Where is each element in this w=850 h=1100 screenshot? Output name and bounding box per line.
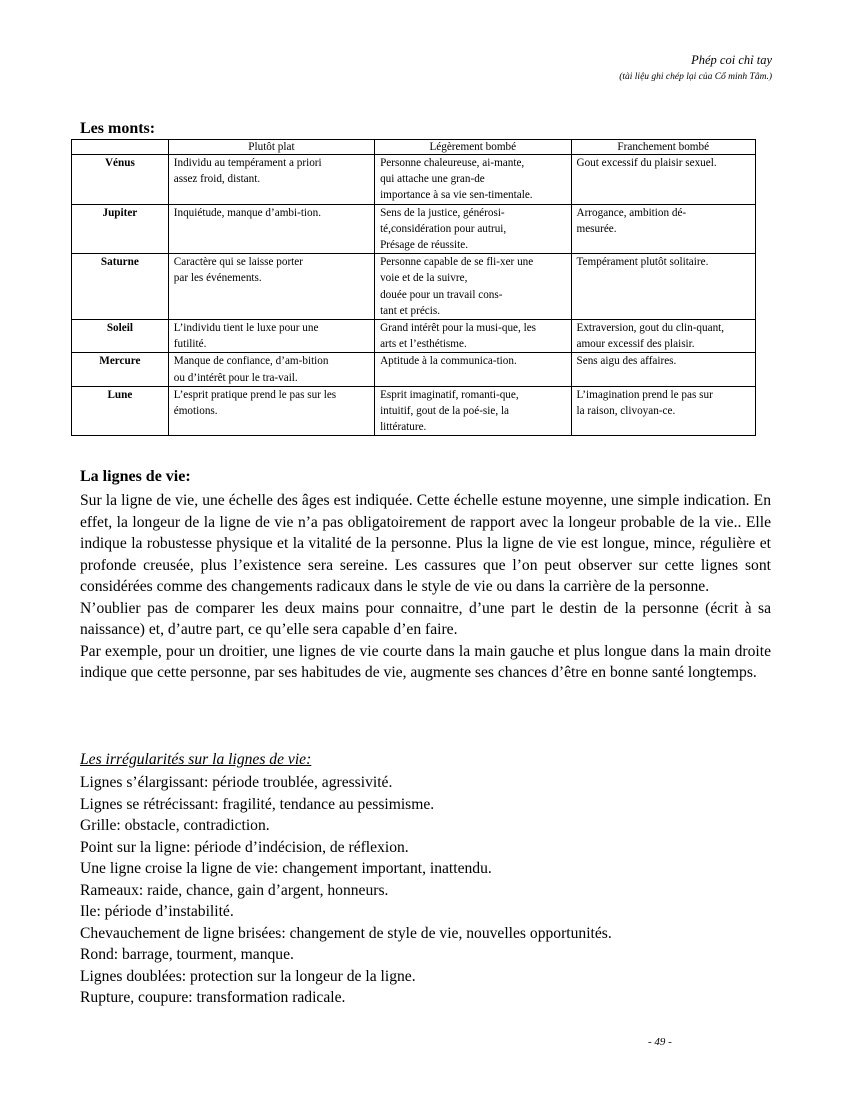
paragraph: Par exemple, pour un droitier, une lignes de vie courte dans la main gauche et plus longue dans la main droite indique que cette personne, par ses habitudes de vie, augmente ses chances d’être en bonne santé longtemps.: [80, 642, 771, 681]
monts-table-body: [72, 155, 756, 436]
cell-text-line: Extraversion, gout du clin-quant,: [576, 322, 725, 335]
table-cell: [375, 155, 571, 205]
cell-text-line: Manque de confiance, d’am-bition: [173, 355, 329, 368]
table-cell: [375, 320, 571, 353]
table-cell: [375, 386, 571, 436]
cell-text-line: Présage de réussite.: [380, 239, 468, 252]
table-cell: [168, 204, 374, 254]
cell-text-line: Individu au tempérament a priori: [173, 157, 322, 169]
table-cell: [571, 155, 756, 205]
table-row: [72, 320, 756, 353]
ligne-de-vie-text: [80, 490, 771, 684]
section-title-ligne-de-vie: La lignes de vie:: [80, 468, 191, 485]
table-cell: [571, 386, 756, 436]
cell-text-line: Arrogance, ambition dé-: [576, 206, 687, 219]
cell-text-line: importance à sa vie sen-timentale.: [380, 189, 533, 202]
page-number: - 49 -: [648, 1036, 672, 1048]
document-title: Phép coi chỉ tay: [691, 53, 772, 67]
cell-text-line: Grand intérêt pour la musi-que, les: [380, 322, 537, 335]
table-cell: [168, 353, 374, 386]
cell-text-line: L’imagination prend le pas sur: [576, 388, 713, 401]
cell-text-line: futilité.: [173, 338, 207, 351]
page-header: [619, 52, 772, 84]
list-item: Chevauchement de ligne brisées: changement de style de vie, nouvelles opportunités.: [80, 924, 612, 942]
cell-text-line: Personne capable de se fli-xer une: [380, 256, 534, 269]
table-cell: [375, 204, 571, 254]
table-cell: [168, 254, 374, 320]
cell-text-line: Tempérament plutôt solitaire.: [576, 256, 709, 269]
cell-text-line: Sens aigu des affaires.: [576, 355, 677, 368]
table-cell: [571, 320, 756, 353]
paragraph: Sur la ligne de vie, une échelle des âges est indiquée. Cette échelle estune moyenne, une simple indication. En effet, la longeur de la ligne de vie n’a pas obligatoirement de rapport avec la longeur probable de la vie.. Elle indique la robustesse physique et la vitalité de la personne. Plus la ligne de vie est longue, mince, régulière et profonde creusée, plus l’existence sera sereine. Les cassures que l’on peut observer sur cette lignes sont considérées comme des changements radicaux dans le style de vie ou dans la carrière de la personne.: [80, 492, 771, 595]
cell-text-line: la raison, clivoyan-ce.: [576, 405, 676, 418]
section-title-irregularites: Les irrégularités sur la lignes de vie:: [80, 751, 312, 768]
cell-text-line: voie et de la suivre,: [380, 272, 468, 285]
row-header: Saturne: [72, 254, 169, 320]
cell-text-line: Aptitude à la communica-tion.: [380, 355, 517, 368]
section-title-monts: Les monts:: [80, 120, 156, 137]
list-item: Rupture, coupure: transformation radicale.: [80, 989, 346, 1006]
column-header: Franchement bombé: [571, 140, 756, 155]
table-cell: [168, 155, 374, 205]
list-item: Lignes doublées: protection sur la longeur de la ligne.: [80, 967, 416, 985]
paragraph: N’oublier pas de comparer les deux mains pour connaitre, d’une part le destin de la personne (écrit à sa naissance) et, d’autre part, ce qu’elle sera capable d’en faire.: [80, 599, 771, 638]
cell-text-line: Sens de la justice, générosi-: [380, 206, 505, 219]
cell-text-line: par les événements.: [173, 272, 262, 285]
cell-text-line: L’esprit pratique prend le pas sur les: [173, 388, 337, 401]
row-header: Mercure: [72, 353, 169, 386]
table-cell: [375, 254, 571, 320]
cell-text-line: arts et l’esthétisme.: [380, 338, 467, 351]
table-cell: [571, 254, 756, 320]
cell-text-line: douée pour un travail cons-: [380, 288, 503, 301]
cell-text-line: qui attache une gran-de: [380, 173, 485, 186]
row-header: Vénus: [72, 155, 169, 205]
table-cell: [168, 320, 374, 353]
table-row: [72, 155, 756, 205]
column-header: [72, 140, 169, 155]
column-header: Plutôt plat: [168, 140, 374, 155]
table-cell: [571, 204, 756, 254]
row-header: Soleil: [72, 320, 169, 353]
cell-text-line: littérature.: [380, 421, 427, 434]
row-header: Jupiter: [72, 204, 169, 254]
cell-text-line: Gout excessif du plaisir sexuel.: [576, 157, 717, 169]
cell-text-line: Inquiétude, manque d’ambi-tion.: [173, 206, 322, 219]
cell-text-line: té,considération pour autrui,: [380, 222, 507, 235]
monts-table: [71, 139, 756, 436]
cell-text-line: Esprit imaginatif, romanti-que,: [380, 388, 519, 401]
list-item: Rond: barrage, tourment, manque.: [80, 946, 294, 963]
table-row: [72, 386, 756, 436]
cell-text-line: émotions.: [173, 405, 218, 418]
cell-text-line: mesurée.: [576, 222, 617, 235]
table-cell: [571, 353, 756, 386]
list-item: Point sur la ligne: période d’indécision, de réflexion.: [80, 838, 409, 856]
table-cell: [375, 353, 571, 386]
table-header-row: [72, 140, 756, 155]
cell-text-line: intuitif, gout de la poé-sie, la: [380, 405, 510, 418]
list-item: Grille: obstacle, contradiction.: [80, 817, 270, 834]
table-row: [72, 204, 756, 254]
row-header: Lune: [72, 386, 169, 436]
list-item: Une ligne croise la ligne de vie: changement important, inattendu.: [80, 860, 492, 877]
table-row: [72, 254, 756, 320]
cell-text-line: Caractère qui se laisse porter: [173, 256, 303, 269]
table-row: [72, 353, 756, 386]
cell-text-line: assez froid, distant.: [173, 173, 261, 186]
irregularites-list: [80, 772, 612, 1009]
list-item: Ile: période d’instabilité.: [80, 903, 234, 920]
cell-text-line: ou d’intérêt pour le tra-vail.: [173, 371, 298, 384]
cell-text-line: L’individu tient le luxe pour une: [173, 322, 319, 335]
list-item: Lignes s’élargissant: période troublée, agressivité.: [80, 774, 393, 791]
document-subtitle: (tài liệu ghi chép lại của Cổ minh Tâm.): [619, 72, 772, 82]
list-item: Lignes se rétrécissant: fragilité, tendance au pessimisme.: [80, 795, 435, 813]
table-cell: [168, 386, 374, 436]
cell-text-line: tant et précis.: [380, 304, 441, 317]
list-item: Rameaux: raide, chance, gain d’argent, honneurs.: [80, 881, 389, 899]
column-header: Légèrement bombé: [375, 140, 571, 155]
cell-text-line: Personne chaleureuse, ai-mante,: [380, 157, 525, 169]
cell-text-line: amour excessif des plaisir.: [576, 338, 695, 351]
